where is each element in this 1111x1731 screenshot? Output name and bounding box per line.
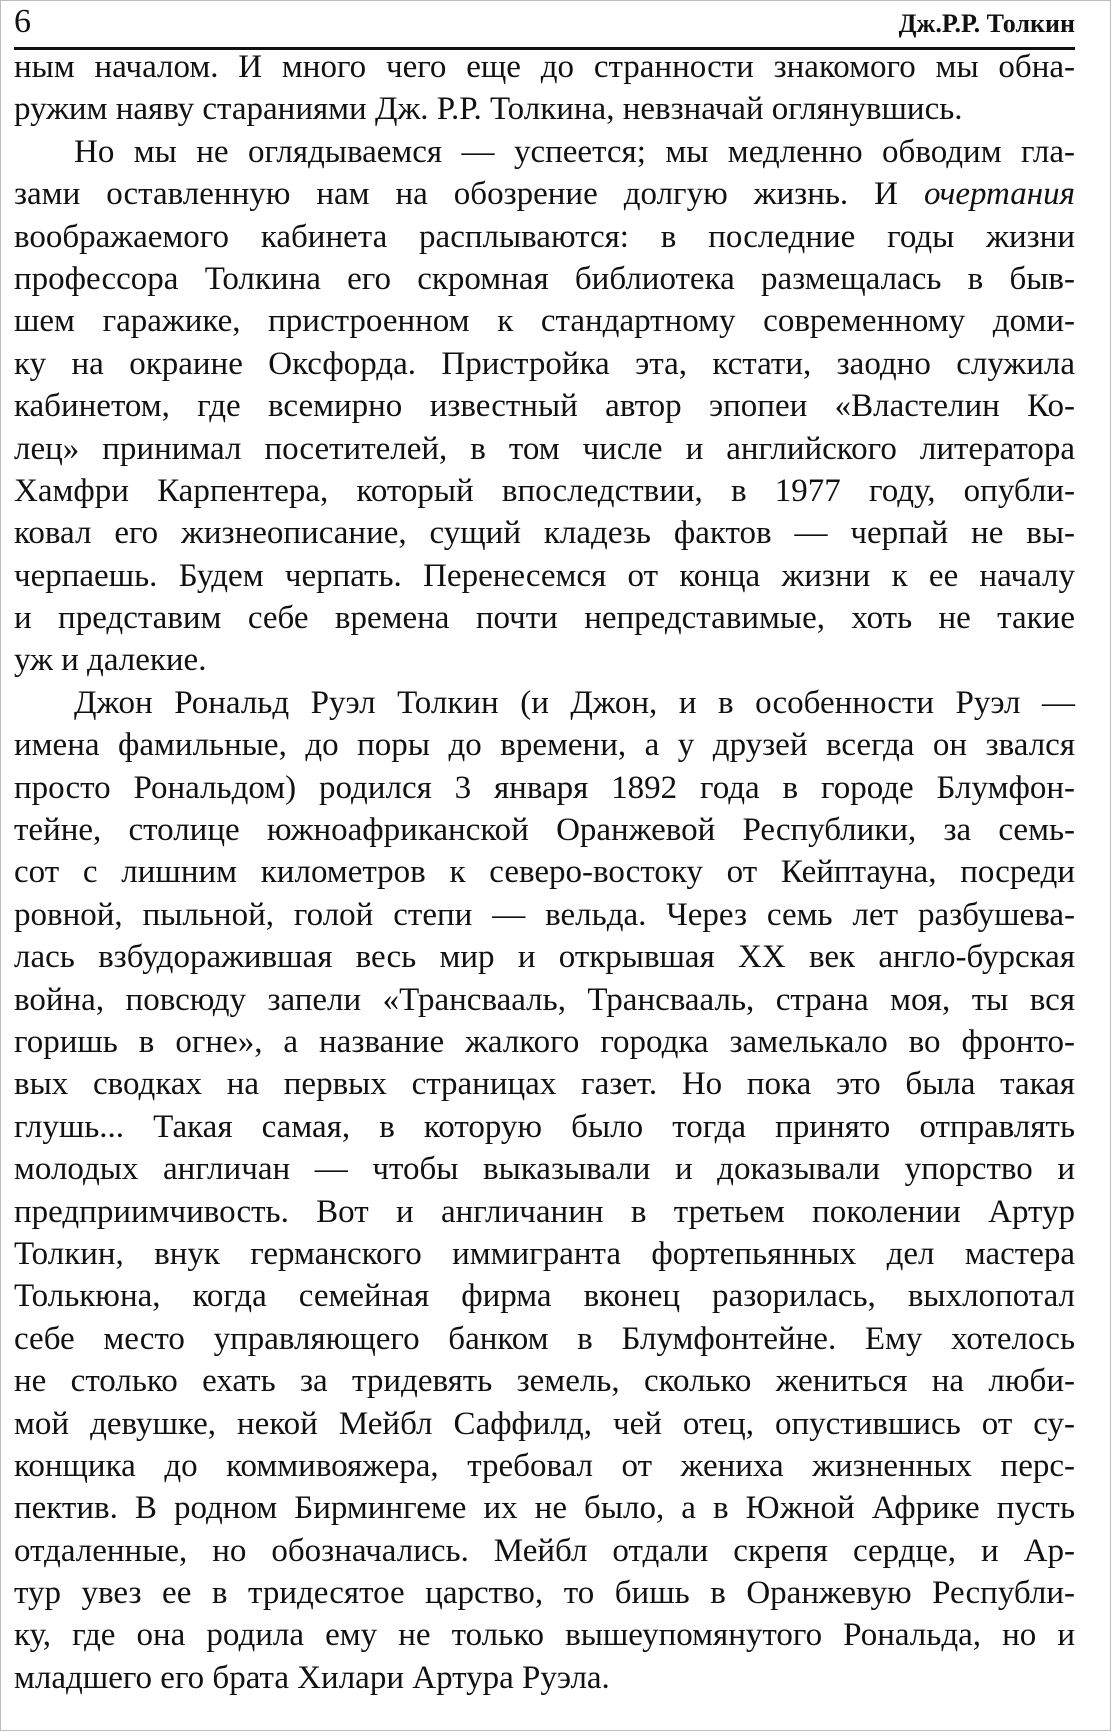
- body-text: [14, 46, 1075, 1699]
- text-line: [14, 1106, 1075, 1148]
- line-text: зами оставленную нам на обозрение долгую жизнь. И: [14, 176, 924, 213]
- text-line: [14, 173, 1075, 215]
- line-text: отдаленные, но обозначались. Мейбл отдали скрепя сердце, и Ар-: [14, 1532, 1075, 1569]
- line-text: не столько ехать за тридевять земель, сколько жениться на люби-: [14, 1363, 1075, 1400]
- line-text: ровной, пыльной, голой степи — вельда. Через семь лет разбушева-: [14, 896, 1075, 933]
- text-line: [14, 1445, 1075, 1487]
- line-text: война, повсюду запели «Трансвааль, Трансвааль, страна моя, ты вся: [14, 981, 1075, 1018]
- line-text: просто Рональдом) родился 3 января 1892 года в городе Блумфон-: [14, 769, 1075, 806]
- line-text: Толкин, внук германского иммигранта фортепьянных дел мастера: [14, 1235, 1075, 1272]
- line-text: себе место управляющего банком в Блумфонтейне. Ему хотелось: [14, 1320, 1075, 1357]
- text-line: [14, 682, 1075, 724]
- text-line: [14, 470, 1075, 512]
- line-text: тейне, столице южноафриканской Оранжевой Республики, за семь-: [14, 812, 1075, 849]
- line-text: Джон Рональд Руэл Толкин (и Джон, и в особенности Руэл —: [74, 684, 1075, 721]
- text-line: [14, 1021, 1075, 1063]
- text-line: [14, 639, 1075, 681]
- line-text: младшего его брата Хилари Артура Руэла.: [14, 1659, 610, 1696]
- text-line: [14, 1148, 1075, 1190]
- line-text: ку, где она родила ему не только вышеупомянутого Рональда, но и: [14, 1617, 1075, 1654]
- text-line: [14, 1318, 1075, 1360]
- text-line: [14, 216, 1075, 258]
- text-line: [14, 1614, 1075, 1656]
- text-line: [14, 767, 1075, 809]
- text-line: [14, 1403, 1075, 1445]
- text-line: [14, 809, 1075, 851]
- text-line: [14, 46, 1075, 88]
- text-line: [14, 894, 1075, 936]
- line-text: глушь... Такая самая, в которую было тогда принято отправлять: [14, 1108, 1075, 1145]
- text-line: [14, 1530, 1075, 1572]
- text-line: [14, 555, 1075, 597]
- line-text: Толькюна, когда семейная фирма вконец разорилась, выхлопотал: [14, 1278, 1075, 1315]
- line-text: Хамфри Карпентера, который впоследствии, в 1977 году, опубли-: [14, 472, 1075, 509]
- text-line: [14, 300, 1075, 342]
- page-number: 6: [14, 3, 31, 40]
- line-text: тур увез ее в тридесятое царство, то бишь в Оранжевую Республи-: [14, 1575, 1075, 1612]
- text-line: [14, 258, 1075, 300]
- line-text: мой девушке, некой Мейбл Саффилд, чей отец, опустившись от су-: [14, 1405, 1075, 1442]
- text-line: [14, 979, 1075, 1021]
- line-text: имена фамильные, до поры до времени, а у друзей всегда он звался: [14, 727, 1075, 764]
- line-text: профессора Толкина его скромная библиотека размещалась в быв-: [14, 260, 1075, 297]
- text-line: [14, 851, 1075, 893]
- text-line: [14, 936, 1075, 978]
- line-text: лец» принимал посетителей, в том числе и английского литератора: [14, 430, 1075, 467]
- line-text: и представим себе времена почти непредставимые, хоть не такие: [14, 600, 1075, 637]
- text-line: [14, 343, 1075, 385]
- line-text: молодых англичан — чтобы выказывали и доказывали упорство и: [14, 1151, 1075, 1188]
- text-line: [14, 1191, 1075, 1233]
- line-text: ковал его жизнеописание, сущий кладезь фактов — черпай не вы-: [14, 515, 1075, 552]
- text-line: [14, 1487, 1075, 1529]
- line-text: ружим наяву стараниями Дж. Р.Р. Толкина, невзначай оглянувшись.: [14, 91, 963, 128]
- running-head: Дж.Р.Р. Толкин: [898, 9, 1075, 38]
- line-text: сот с лишним километров к северо-востоку от Кейптауна, посреди: [14, 854, 1075, 891]
- text-line: [14, 1063, 1075, 1105]
- line-text: ным началом. И много чего еще до странности знакомого мы обна-: [14, 49, 1075, 85]
- page-header: [14, 0, 1075, 44]
- italic-word: очертания: [923, 176, 1075, 213]
- line-text: ку на окраине Оксфорда. Пристройка эта, кстати, заодно служила: [14, 345, 1075, 382]
- line-text: воображаемого кабинета расплываются: в последние годы жизни: [14, 218, 1075, 255]
- text-line: [14, 1657, 1075, 1699]
- text-line: [14, 88, 1075, 130]
- text-line: [14, 597, 1075, 639]
- text-line: [14, 385, 1075, 427]
- text-line: [14, 512, 1075, 554]
- line-text: вых сводках на первых страницах газет. Но пока это была такая: [14, 1066, 1075, 1103]
- line-text: лась взбудоражившая весь мир и открывшая XX век англо-бурская: [14, 939, 1075, 976]
- line-text: горишь в огне», а название жалкого городка замелькало во фронто-: [14, 1023, 1075, 1060]
- line-text: шем гаражике, пристроенном к стандартному современному доми-: [14, 303, 1075, 340]
- line-text: уж и далекие.: [14, 642, 207, 679]
- line-text: кабинетом, где всемирно известный автор эпопеи «Властелин Ко-: [14, 388, 1075, 425]
- text-line: [14, 1572, 1075, 1614]
- text-line: [14, 1275, 1075, 1317]
- text-line: [14, 724, 1075, 766]
- text-line: [14, 1233, 1075, 1275]
- line-text: предприимчивость. Вот и англичанин в третьем поколении Артур: [14, 1193, 1075, 1230]
- text-line: [14, 428, 1075, 470]
- line-text: Но мы не оглядываемся — успеется; мы медленно обводим гла-: [74, 133, 1075, 170]
- text-line: [14, 131, 1075, 173]
- line-text: пектив. В родном Бирмингеме их не было, а в Южной Африке пусть: [14, 1490, 1075, 1527]
- text-line: [14, 1360, 1075, 1402]
- line-text: черпаешь. Будем черпать. Перенесемся от конца жизни к ее началу: [14, 557, 1075, 594]
- line-text: конщика до коммивояжера, требовал от жениха жизненных перс-: [14, 1447, 1075, 1484]
